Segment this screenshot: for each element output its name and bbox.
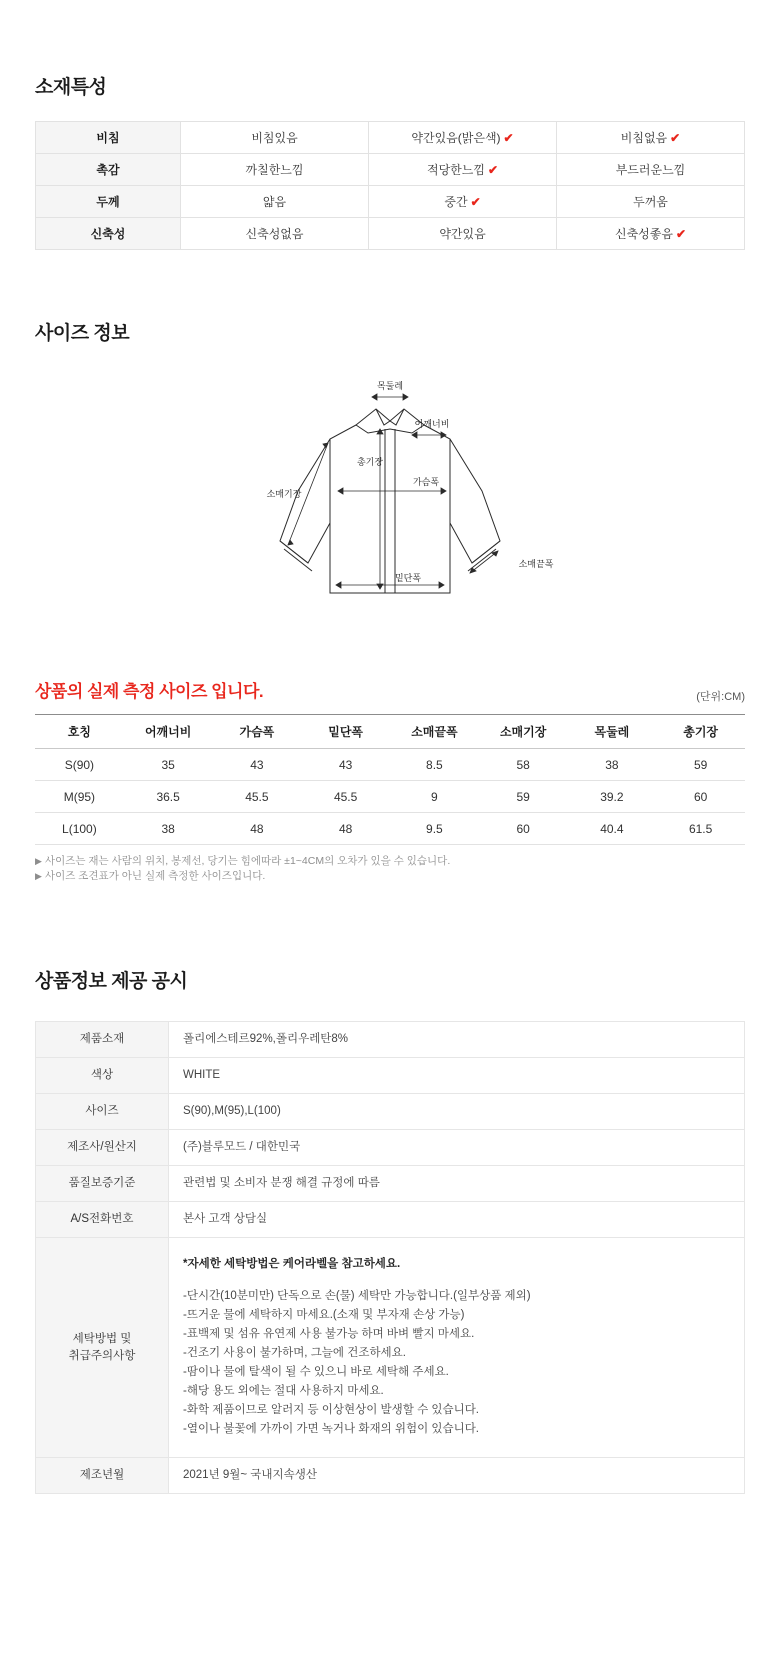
material-row-label: 두께 (36, 186, 181, 218)
size-section-title: 사이즈 정보 (35, 323, 130, 344)
material-option-label: 비침있음 (251, 131, 298, 145)
size-column-header: 소매끝폭 (390, 715, 479, 749)
material-table (35, 121, 745, 250)
product-info-label: 품질보증기준 (36, 1166, 169, 1202)
size-column-header: 가슴폭 (213, 715, 302, 749)
label-hem: 밑단폭 (394, 573, 422, 583)
wash-line: -땀이나 물에 탈색이 될 수 있으니 바로 세탁해 주세요. (183, 1366, 449, 1378)
triangle-bullet-icon: ▶ (35, 871, 42, 881)
material-section (35, 0, 745, 250)
wash-line: -해당 용도 외에는 절대 사용하지 마세요. (183, 1385, 384, 1397)
product-info-value: 관련법 및 소비자 분쟁 해결 규정에 따름 (169, 1166, 745, 1202)
size-notes (35, 854, 745, 884)
size-note (35, 854, 745, 869)
size-value-cell: 38 (568, 749, 657, 781)
product-info-row (36, 1130, 745, 1166)
size-value-cell: 60 (656, 781, 745, 813)
product-info-value: 본사 고객 상담실 (169, 1202, 745, 1238)
wash-line: -화학 제품이므로 알러지 등 이상현상이 발생할 수 있습니다. (183, 1404, 480, 1416)
size-value-cell: 9.5 (390, 813, 479, 845)
size-table-row (35, 749, 745, 781)
size-table (35, 714, 745, 845)
material-row-label: 신축성 (36, 218, 181, 250)
wash-line: -뜨거운 물에 세탁하지 마세요.(소재 및 부자재 손상 가능) (183, 1309, 465, 1321)
material-option-cell (369, 218, 557, 250)
material-option-label: 약간있음 (439, 227, 486, 241)
size-value-cell: 48 (213, 813, 302, 845)
material-option-cell (369, 154, 557, 186)
check-icon: ✔ (675, 227, 687, 241)
wash-instructions-label (36, 1238, 169, 1458)
material-option-cell (369, 186, 557, 218)
size-value-cell: 38 (124, 813, 213, 845)
material-option-cell (181, 186, 369, 218)
material-option-cell (181, 122, 369, 154)
size-column-header: 목둘레 (568, 715, 657, 749)
size-column-header: 호칭 (35, 715, 124, 749)
product-info-label: 사이즈 (36, 1094, 169, 1130)
material-row (36, 186, 745, 218)
material-option-cell (181, 218, 369, 250)
size-value-cell: 8.5 (390, 749, 479, 781)
product-info-label: A/S전화번호 (36, 1202, 169, 1238)
label-length: 총기장 (356, 457, 384, 467)
size-value-cell: 45.5 (213, 781, 302, 813)
material-option-cell (181, 154, 369, 186)
manufacture-date-label: 제조년월 (36, 1458, 169, 1494)
triangle-bullet-icon: ▶ (35, 856, 42, 866)
size-table-row (35, 781, 745, 813)
material-option-label: 까칠한느낌 (245, 163, 304, 177)
size-note-text: 사이즈는 재는 사람의 위치, 봉제선, 당기는 힘에따라 ±1~4CM의 오차가 있을 수 있습니다. (44, 855, 451, 867)
size-value-cell: 36.5 (124, 781, 213, 813)
material-option-cell (557, 122, 745, 154)
size-name-cell: L(100) (35, 813, 124, 845)
product-info-value: 폴리에스테르92%,폴리우레탄8% (169, 1022, 745, 1058)
wash-instructions-row (36, 1238, 745, 1458)
material-row-label: 비침 (36, 122, 181, 154)
label-chest: 가슴폭 (412, 477, 440, 487)
measure-title: 상품의 실제 측정 사이즈 입니다. (35, 682, 264, 701)
check-icon: ✔ (503, 131, 514, 145)
product-info-row (36, 1166, 745, 1202)
product-info-value: (주)블루모드 / 대한민국 (169, 1130, 745, 1166)
size-section (35, 250, 745, 884)
material-row (36, 218, 745, 250)
size-column-header: 밑단폭 (301, 715, 390, 749)
product-info-title: 상품정보 제공 공시 (35, 971, 188, 992)
product-info-row (36, 1058, 745, 1094)
product-info-value: S(90),M(95),L(100) (169, 1094, 745, 1130)
product-info-label: 제품소재 (36, 1022, 169, 1058)
product-info-label: 제조사/원산지 (36, 1130, 169, 1166)
size-value-cell: 45.5 (301, 781, 390, 813)
size-value-cell: 48 (301, 813, 390, 845)
material-option-label: 두꺼움 (633, 195, 668, 209)
size-value-cell: 39.2 (568, 781, 657, 813)
product-info-section (35, 884, 745, 1564)
material-option-label: 신축성좋음 (614, 227, 673, 241)
material-row-label: 촉감 (36, 154, 181, 186)
material-option-label: 적당한느낌 (426, 163, 485, 177)
product-info-row (36, 1094, 745, 1130)
size-table-row (35, 813, 745, 845)
size-value-cell: 58 (479, 749, 568, 781)
product-info-value: WHITE (169, 1058, 745, 1094)
manufacture-date-row (36, 1458, 745, 1494)
wash-label-line-1: 세탁방법 및 (72, 1332, 132, 1345)
check-icon: ✔ (670, 131, 681, 145)
material-option-label: 비침없음 (620, 131, 668, 145)
size-name-cell: S(90) (35, 749, 124, 781)
material-row (36, 154, 745, 186)
material-option-label: 중간 (444, 195, 468, 209)
unit-note: (단위:CM) (696, 691, 745, 703)
material-section-title: 소재특성 (35, 77, 107, 98)
material-option-label: 얇음 (262, 195, 287, 209)
garment-diagram (35, 363, 745, 663)
material-option-label: 신축성없음 (245, 227, 304, 241)
size-value-cell: 9 (390, 781, 479, 813)
size-value-cell: 40.4 (568, 813, 657, 845)
size-value-cell: 60 (479, 813, 568, 845)
material-option-cell (557, 154, 745, 186)
shirt-measurement-svg (180, 373, 600, 653)
wash-instructions-value (169, 1238, 745, 1458)
label-neck: 목둘레 (376, 381, 404, 391)
check-icon: ✔ (487, 163, 499, 177)
product-info-row (36, 1022, 745, 1058)
wash-label-line-2: 취급주의사항 (68, 1349, 136, 1362)
wash-line: -건조기 사용이 불가하며, 그늘에 건조하세요. (183, 1347, 406, 1359)
size-note-text: 사이즈 조견표가 아닌 실제 측정한 사이즈입니다. (44, 870, 266, 882)
product-info-label: 색상 (36, 1058, 169, 1094)
size-column-header: 어깨너비 (124, 715, 213, 749)
size-note (35, 869, 745, 884)
check-icon: ✔ (470, 195, 481, 209)
wash-heading: *자세한 세탁방법은 케어라벨을 참고하세요. (183, 1258, 401, 1270)
wash-line: -단시간(10분미만) 단독으로 손(물) 세탁만 가능합니다.(일부상품 제외) (183, 1290, 531, 1302)
material-option-cell (557, 186, 745, 218)
size-column-header: 총기장 (656, 715, 745, 749)
size-value-cell: 61.5 (656, 813, 745, 845)
material-row (36, 122, 745, 154)
size-name-cell: M(95) (35, 781, 124, 813)
product-info-row (36, 1202, 745, 1238)
label-cuff: 소매끝폭 (518, 559, 554, 569)
size-column-header: 소매기장 (479, 715, 568, 749)
size-value-cell: 59 (479, 781, 568, 813)
size-value-cell: 43 (213, 749, 302, 781)
material-option-label: 약간있음(밝은색) (411, 131, 501, 145)
manufacture-date-value: 2021년 9월~ 국내지속생산 (169, 1458, 745, 1494)
material-option-cell (557, 218, 745, 250)
wash-line: -열이나 불꽃에 가까이 가면 녹거나 화재의 위험이 있습니다. (183, 1423, 480, 1435)
size-value-cell: 59 (656, 749, 745, 781)
label-shoulder: 어깨너비 (414, 419, 450, 429)
material-option-label: 부드러운느낌 (615, 163, 686, 177)
product-info-table (35, 1021, 745, 1494)
label-sleeve-length: 소매기장 (266, 489, 302, 499)
size-value-cell: 43 (301, 749, 390, 781)
size-value-cell: 35 (124, 749, 213, 781)
material-option-cell (369, 122, 557, 154)
wash-line: -표백제 및 섬유 유연제 사용 불가능 하며 바벼 빨지 마세요. (183, 1328, 475, 1340)
